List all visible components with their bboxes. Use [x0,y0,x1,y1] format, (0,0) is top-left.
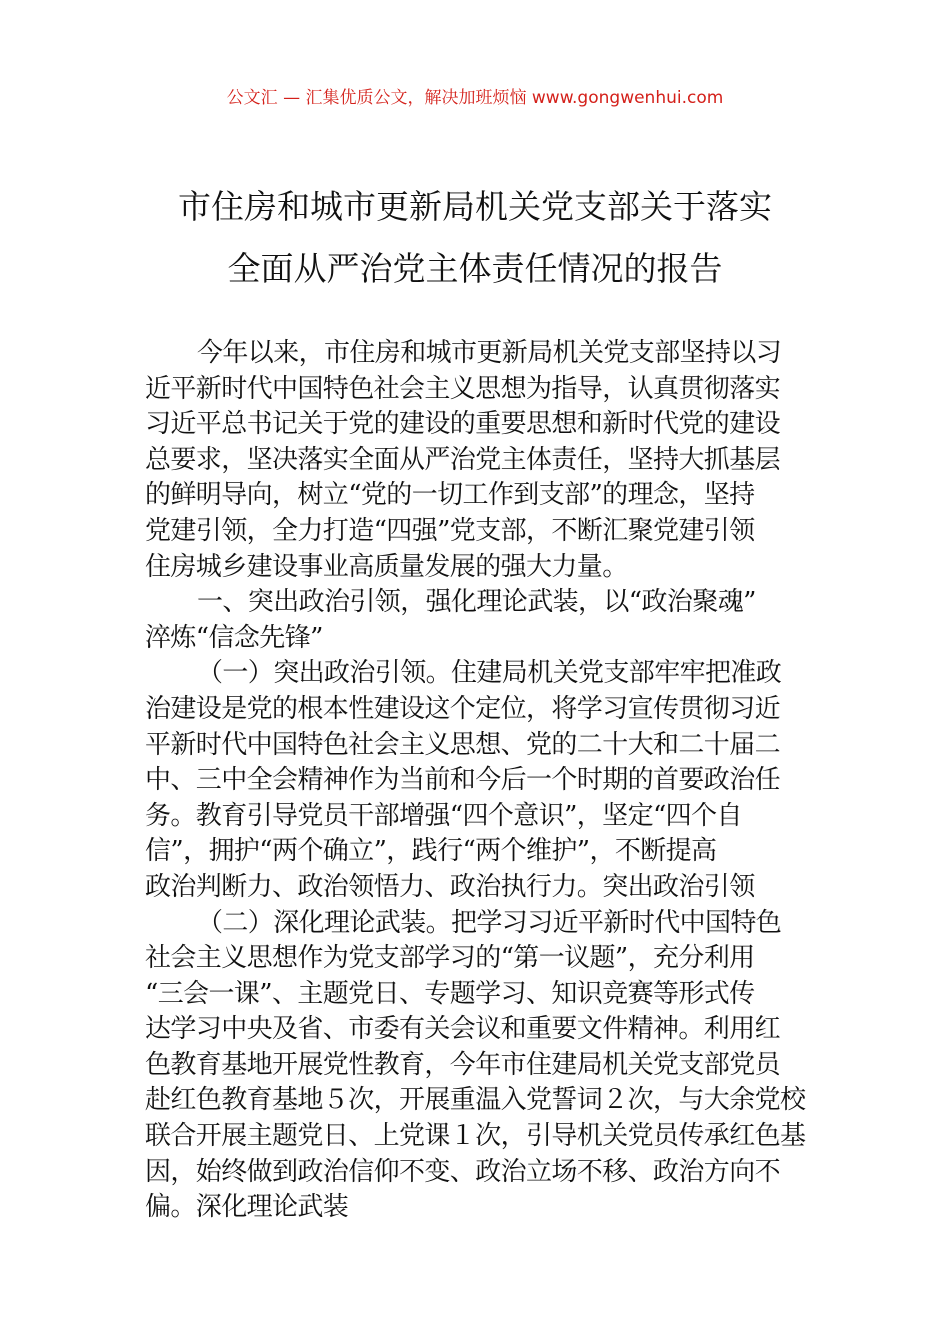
text-line: 党建引领，全力打造“四强”党支部，不断汇聚党建引领 [145,515,755,546]
text-line: 信”，拥护“两个确立”，践行“两个维护”，不断提高 [145,836,717,867]
title-line: 市住房和城市更新局机关党支部关于落实 [178,187,772,226]
text-line: （二）深化理论武装。把学习习近平新时代中国特色 [197,907,782,938]
text-line: 色教育基地开展党性教育，今年市住建局机关党支部党员 [145,1049,781,1080]
text-line: 今年以来，市住房和城市更新局机关党支部坚持以习 [197,338,782,368]
text-line: 的鲜明导向，树立“党的一切工作到支部”的理念，坚持 [145,480,755,511]
text-line: 务。教育引导党员干部增强“四个意识”，坚定“四个自 [145,800,742,831]
text-line: 习近平总书记关于党的建设的重要思想和新时代党的建设 [145,409,781,440]
text-line: 一、突出政治引领，强化理论武装，以“政治聚魂” [197,587,756,618]
text-line: “三会一课”、主题党日、专题学习、知识竞赛等形式传 [145,978,755,1009]
text-line: 总要求，坚决落实全面从严治党主体责任，坚持大抓基层 [145,444,781,475]
text-line: 平新时代中国特色社会主义思想、党的二十大和二十届二 [145,729,781,760]
text-line: 达学习中央及省、市委有关会议和重要文件精神。利用红 [145,1014,781,1045]
document-body [145,336,807,1226]
text-line: 治建设是党的根本性建设这个定位，将学习宣传贯彻习近 [145,693,781,724]
text-line: 赴红色教育基地５次，开展重温入党誓词２次，与大余党校 [145,1085,806,1116]
document-title [100,176,850,300]
text-line: 偏。深化理论武装 [145,1192,349,1223]
text-line: 因，始终做到政治信仰不变、政治立场不移、政治方向不 [145,1156,781,1187]
text-line: 联合开展主题党日、上党课１次，引导机关党员传承红色基 [145,1121,806,1152]
text-line: （一）突出政治引领。住建局机关党支部牢牢把准政 [197,658,782,689]
text-line: 住房城乡建设事业高质量发展的强大力量。 [145,551,628,582]
header-banner[interactable]: 公文汇 — 汇集优质公文，解决加班烦恼 www.gongwenhui.com [226,88,724,108]
text-line: 近平新时代中国特色社会主义思想为指导，认真贯彻落实 [145,373,781,404]
title-line: 全面从严治党主体责任情况的报告 [227,249,723,288]
paragraph-intro [145,336,807,585]
text-line: 淬炼“信念先锋” [145,622,323,653]
text-line: 政治判断力、政治领悟力、政治执行力。突出政治引领 [145,871,755,902]
text-line: 中、三中全会精神作为当前和今后一个时期的首要政治任 [145,765,781,796]
paragraph-political-leadership [145,656,807,905]
section-heading-1 [145,585,807,656]
text-line: 社会主义思想作为党支部学习的“第一议题”，充分利用 [145,943,755,974]
paragraph-theory-study [145,906,807,1226]
